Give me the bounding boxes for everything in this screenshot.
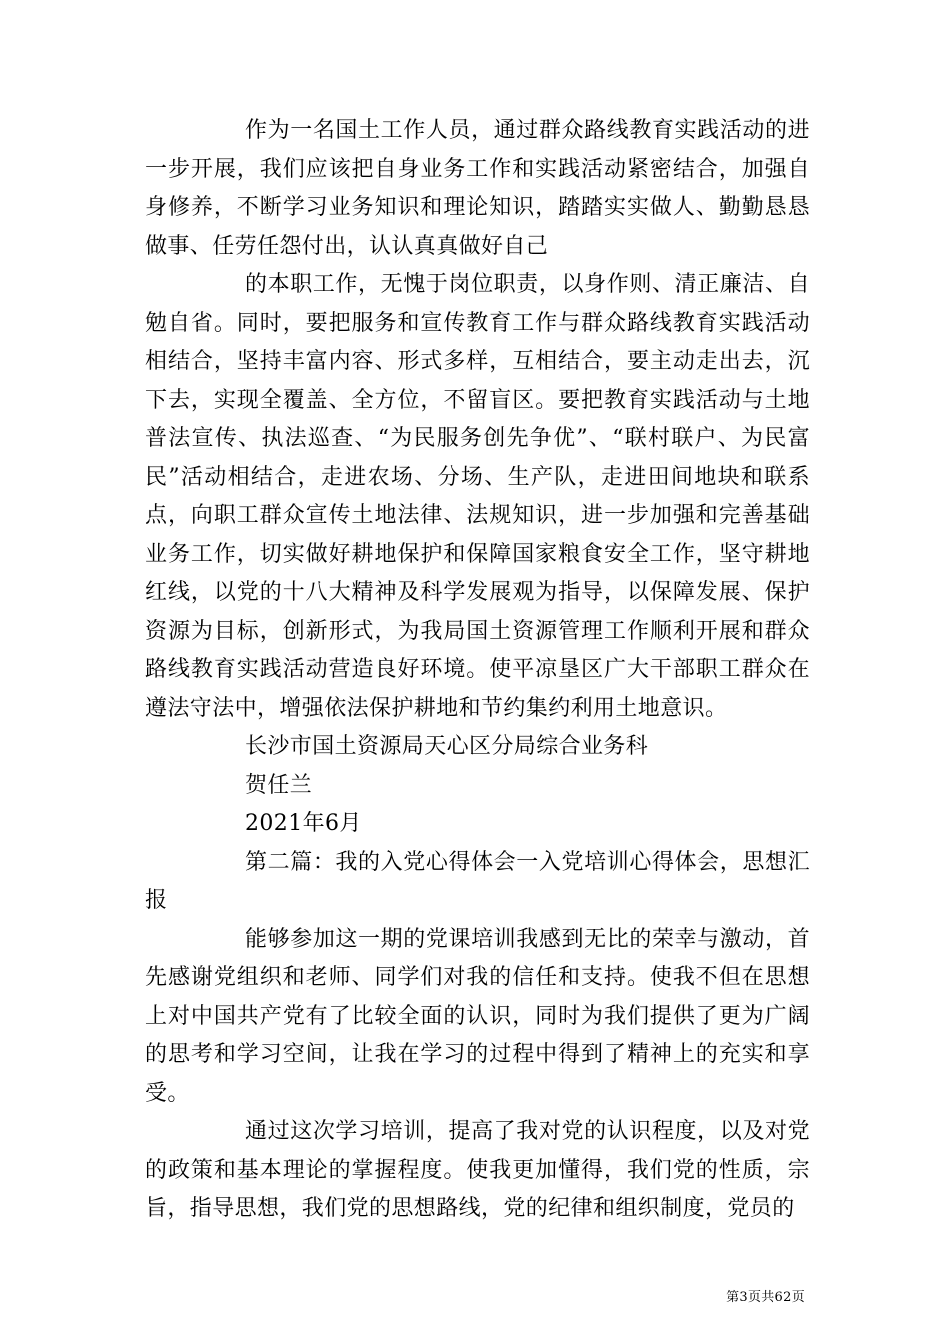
paragraph-2: 的本职工作，无愧于岗位职责，以身作则、清正廉洁、自勉自省。同时，要把服务和宣传教育工作与群众路线教育实践活动相结合，坚持丰富内容、形式多样，互相结合，要主动走出去，沉下去，实现全覆盖、全方位，不留盲区。要把教育实践活动与土地普法宣传、执法巡查、“为民服务创先争优”、“联村联户、为民富民”活动相结合，走进农场、分场、生产队，走进田间地块和联系点，向职工群众宣传土地法律、法规知识，进一步加强和完善基础业务工作，切实做好耕地保护和保障国家粮食安全工作，坚守耕地红线，以党的十八大精神及科学发展观为指导，以保障发展、保护资源为目标，创新形式，为我局国土资源管理工作顺利开展和群众路线教育实践活动营造良好环境。使平凉垦区广大干部职工群众在遵法守法中，增强依法保护耕地和节约集约利用土地意识。	[145, 272, 810, 721]
signature-organization: 长沙市国土资源局天心区分局综合业务科	[245, 734, 649, 759]
section-two-title: 第二篇：我的入党心得体会一入党培训心得体会，思想汇报	[145, 849, 810, 913]
signature-name: 贺任兰	[245, 772, 313, 798]
document-page	[145, 112, 810, 1229]
section-two-paragraph-1: 能够参加这一期的党课培训我感到无比的荣幸与激动，首先感谢党组织和老师、同学们对我的信任和支持。使我不但在思想上对中国共产党有了比较全面的认识，同时为我们提供了更为广阔的思考和学习空间，让我在学习的过程中得到了精神上的充实和享受。	[145, 926, 810, 1106]
signature-date: 2021年6月	[245, 811, 362, 836]
page-number: 第3页共62页	[726, 1290, 805, 1305]
paragraph-1: 作为一名国土工作人员，通过群众路线教育实践活动的进一步开展，我们应该把自身业务工作和实践活动紧密结合，加强自身修养，不断学习业务知识和理论知识，踏踏实实做人、勤勤恳恳做事、任劳任怨付出，认认真真做好自己	[145, 118, 810, 259]
section-two-paragraph-2: 通过这次学习培训，提高了我对党的认识程度，以及对党的政策和基本理论的掌握程度。使我更加懂得，我们党的性质，宗旨，指导思想，我们党的思想路线，党的纪律和组织制度，党员的	[145, 1119, 810, 1221]
